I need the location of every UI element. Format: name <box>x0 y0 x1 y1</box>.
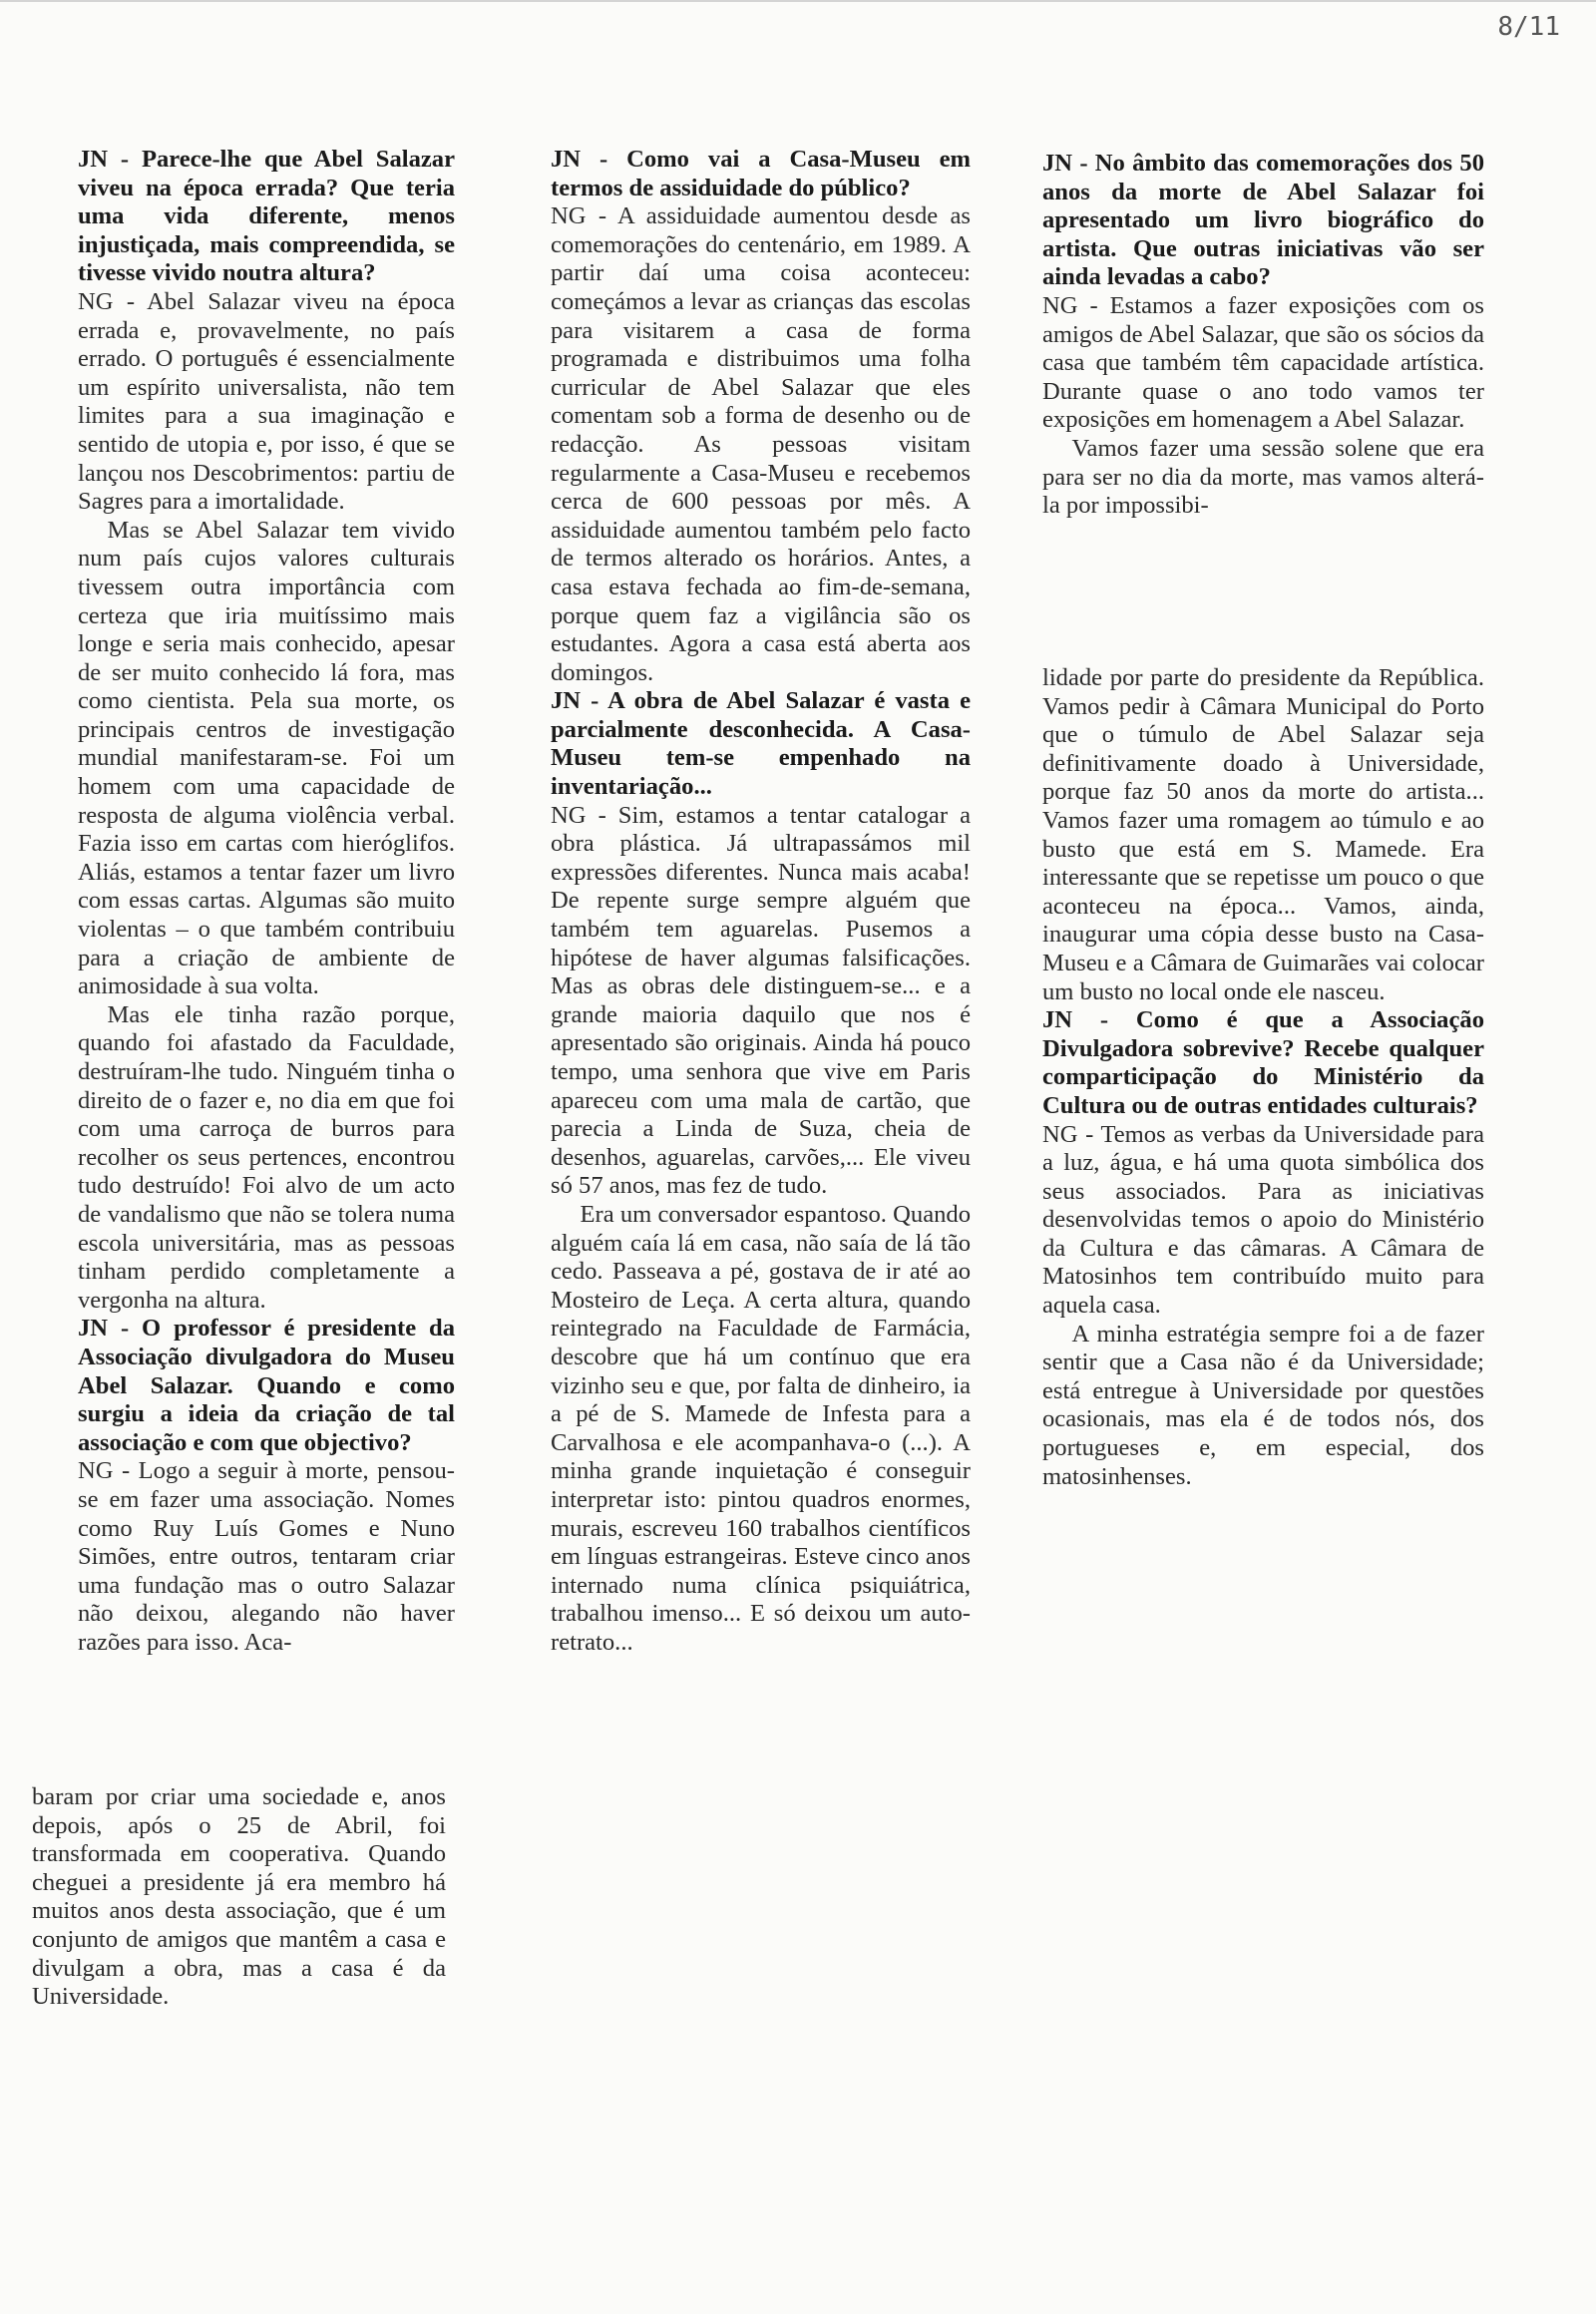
interview-paragraph: NG - Logo a seguir à morte, pensou-se em fazer uma associação. Nomes como Ruy Luís Gomes e Nuno Simões, entre outros, tentaram criar uma fundação mas o outro Salazar não deixou, alegando não haver razões para isso. Aca- <box>78 1457 455 1656</box>
interview-paragraph: lidade por parte do presidente da República. Vamos pedir à Câmara Municipal do Porto que o túmulo de Abel Salazar seja definitivamente doado à Universidade, porque faz 50 anos da morte do artista... Vamos fazer uma romagem ao túmulo e ao busto que está em S. Mamede. Era interessante que se repetisse um pouco o que aconteceu na época... Vamos, ainda, inaugurar uma cópia desse busto na Casa-Museu e a Câmara de Guimarães vai colocar um busto no local onde ele nasceu. <box>1042 664 1484 1005</box>
interview-paragraph: Era um conversador espantoso. Quando alguém caía lá em casa, não saía de lá tão cedo. Passeava a pé, gostava de ir até ao Mosteiro de Leça. A certa altura, quando reintegrado na Faculdade de Farmácia, descobre que há um contínuo que era vizinho seu e que, por falta de dinheiro, ia a pé de S. Mamede de Infesta para a Carvalhosa e ele acompanhava-o (...). A minha grande inquietação é conseguir interpretar isto: pintou quadros enormes, murais, escreveu 160 trabalhos científicos em línguas estrangeiras. Esteve cinco anos internado numa clínica psiquiátrica, trabalhou imenso... E só deixou um auto-retrato... <box>551 1200 971 1656</box>
interview-question: JN - O professor é presidente da Associação divulgadora do Museu Abel Salazar. Quando e como surgiu a ideia da criação de tal associação e com que objectivo? <box>78 1315 455 1456</box>
interview-paragraph: NG - A assiduidade aumentou desde as comemorações do centenário, em 1989. A partir daí uma coisa aconteceu: começámos a levar as crianças das escolas para visitarem a casa de forma programada e distribuimos uma folha curricular de Abel Salazar que eles comentam sob a forma de desenho ou de redacção. As pessoas visitam regularmente a Casa-Museu e recebemos cerca de 600 pessoas por mês. A assiduidade aumentou também pelo facto de termos alterado os horários. Antes, a casa estava fechada ao fim-de-semana, porque quem faz a vigilância são os estudantes. Agora a casa está aberta aos domingos. <box>551 202 971 686</box>
interview-question: JN - Parece-lhe que Abel Salazar viveu na época errada? Que teria uma vida diferente, menos injustiçada, mais compreendida, se tivesse vivido noutra altura? <box>78 146 455 287</box>
interview-paragraph: NG - Estamos a fazer exposições com os amigos de Abel Salazar, que são os sócios da casa que também têm capacidade artística. Durante quase o ano todo vamos ter exposições em homenagem a Abel Salazar. <box>1042 291 1484 434</box>
column-1-continued <box>32 1783 446 2012</box>
interview-question: JN - No âmbito das comemorações dos 50 anos da morte de Abel Salazar foi apresentado um livro biográfico do artista. Que outras iniciativas vão ser ainda levadas a cabo? <box>1042 150 1484 291</box>
interview-paragraph: Vamos fazer uma sessão solene que era para ser no dia da morte, mas vamos alterá-la por impossibi- <box>1042 434 1484 520</box>
interview-paragraph: A minha estratégia sempre foi a de fazer sentir que a Casa não é da Universidade; está entregue à Universidade por questões ocasionais, mas ela é de todos nós, dos portugueses e, em especial, dos matosinhenses. <box>1042 1320 1484 1490</box>
interview-question: JN - A obra de Abel Salazar é vasta e parcialmente desconhecida. A Casa-Museu tem-se empenhado na inventariação... <box>551 687 971 801</box>
interview-paragraph: NG - Sim, estamos a tentar catalogar a obra plástica. Já ultrapassámos mil expressões diferentes. Nunca mais acaba! De repente surge sempre alguém que também tem aguarelas. Pusemos a hipótese de haver algumas falsificações. Mas as obras dele distinguem-se... e a grande maioria daquilo que nos é apresentado são originais. Ainda há pouco tempo, uma senhora que vive em Paris apareceu com uma mala de cartão, que parecia a Linda de Suza, cheia de desenhos, aguarelas, carvões,... Ele viveu só 57 anos, mas fez de tudo. <box>551 801 971 1200</box>
interview-paragraph: Mas se Abel Salazar tem vivido num país cujos valores culturais tivessem outra importância com certeza que iria muitíssimo mais longe e seria mais conhecido, apesar de ser muito conhecido lá fora, mas como cientista. Pela sua morte, os principais centros de investigação mundial manifestaram-se. Foi um homem com uma capacidade de resposta de alguma violência verbal. Fazia isso em cartas com hieróglifos. Aliás, estamos a tentar fazer um livro com essas cartas. Algumas são muito violentas – o que também contribuiu para a criação de ambiente de animosidade à sua volta. <box>78 516 455 1000</box>
column-3-continued <box>1042 664 1484 1491</box>
column-1 <box>78 146 455 1657</box>
interview-paragraph: NG - Abel Salazar viveu na época errada e, provavelmente, no país errado. O português é essencialmente um espírito universalista, não tem limites para a sua imaginação e sentido de utopia e, por isso, é que se lançou nos Descobrimentos: partiu de Sagres para a imortalidade. <box>78 287 455 516</box>
page-number: 8/11 <box>1497 12 1560 42</box>
interview-paragraph: baram por criar uma sociedade e, anos depois, após o 25 de Abril, foi transformada em cooperativa. Quando cheguei a presidente já era membro há muitos anos desta associação, que é um conjunto de amigos que mantêm a casa e divulgam a obra, mas a casa é da Universidade. <box>32 1783 446 2011</box>
scan-top-border <box>0 0 1596 2</box>
interview-paragraph: NG - Temos as verbas da Universidade para a luz, água, e há uma quota simbólica dos seus associados. Para as iniciativas desenvolvidas temos o apoio do Ministério da Cultura e das câmaras. A Câmara de Matosinhos tem contribuído muito para aquela casa. <box>1042 1120 1484 1320</box>
interview-question: JN - Como é que a Associação Divulgadora sobrevive? Recebe qualquer comparticipação do Ministério da Cultura ou de outras entidades culturais? <box>1042 1006 1484 1119</box>
interview-paragraph: Mas ele tinha razão porque, quando foi afastado da Faculdade, destruíram-lhe tudo. Ninguém tinha o direito de o fazer e, no dia em que foi com uma carroça de burros para recolher os seus pertences, encontrou tudo destruído! Foi alvo de um acto de vandalismo que não se tolera numa escola universitária, mas as pessoas tinham perdido completamente a vergonha na altura. <box>78 1000 455 1314</box>
column-2 <box>551 146 971 1657</box>
interview-question: JN - Como vai a Casa-Museu em termos de assiduidade do público? <box>551 146 971 201</box>
column-3 <box>1042 150 1484 521</box>
